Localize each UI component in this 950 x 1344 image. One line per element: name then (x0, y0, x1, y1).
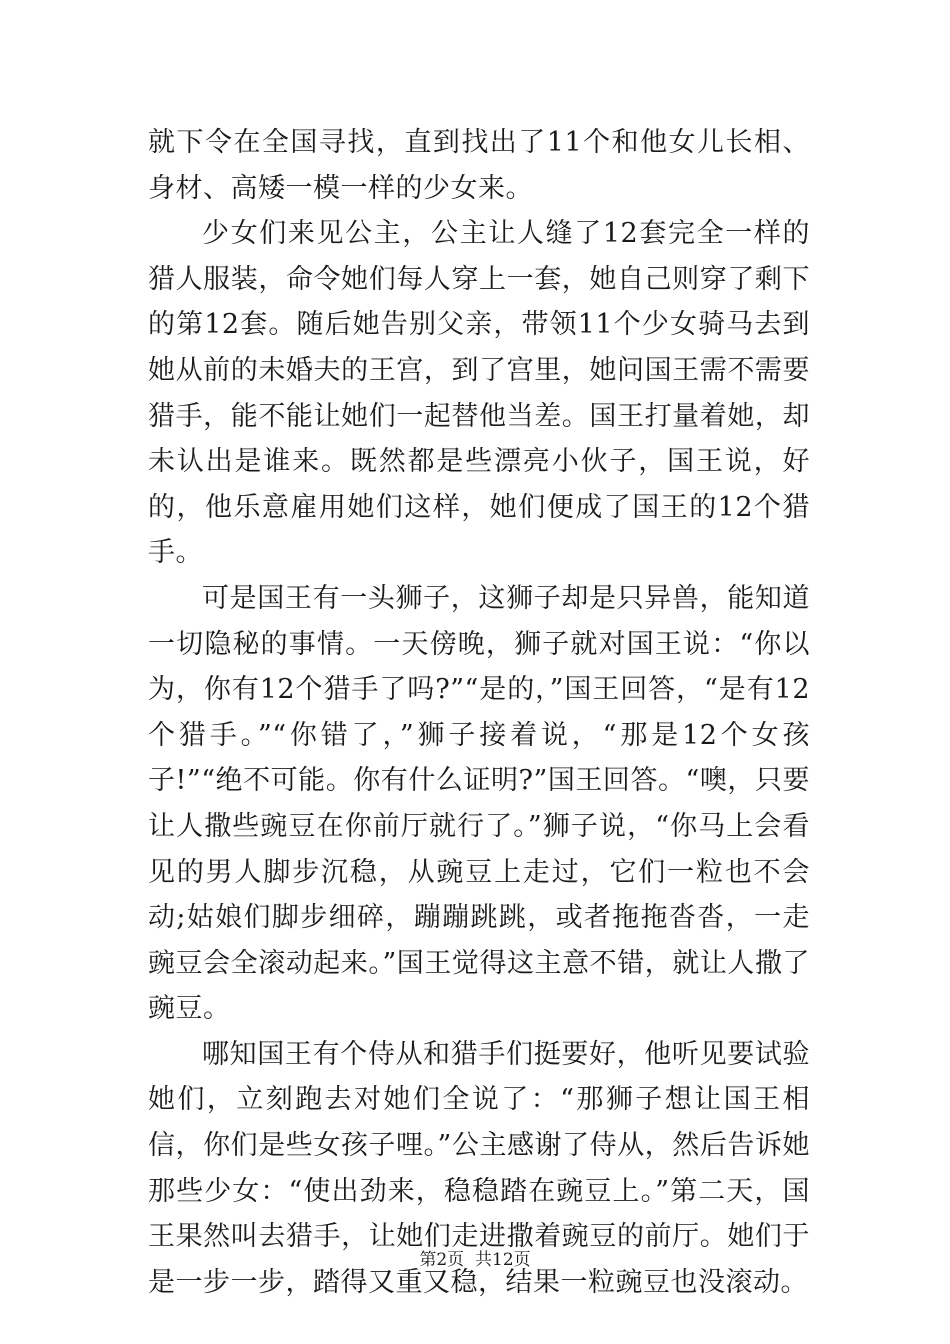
paragraph: 可是国王有一头狮子，这狮子却是只异兽，能知道一切隐秘的事情。一天傍晚，狮子就对国王说：“你以为，你有12个猎手了吗?”“是的，”国王回答，“是有12个猎手。”“你错了，”狮子接着说，“那是12个女孩子!”“绝不可能。你有什么证明?”国王回答。“噢，只要让人撒些豌豆在你前厅就行了。”狮子说，“你马上会看见的男人脚步沉稳，从豌豆上走过，它们一粒也不会动;姑娘们脚步细碎，蹦蹦跳跳，或者拖拖沓沓，一走豌豆会全滚动起来。”国王觉得这主意不错，就让人撒了豌豆。 (148, 582, 810, 1025)
paragraph: 哪知国王有个侍从和猎手们挺要好，他听见要试验她们，立刻跑去对她们全说了：“那狮子想让国王相信，你们是些女孩子哩。”公主感谢了侍从，然后告诉她那些少女：“使出劲来，稳稳踏在豌豆上。”第二天，国王果然叫去猎手，让她们走进撒着豌豆的前厅。她们于是一步一步，踏得又重又稳，结果一粒豌豆也没滚动。 (148, 1038, 810, 1298)
page-number: 第2页 (419, 1250, 465, 1270)
document-body (148, 120, 810, 1305)
paragraph: 少女们来见公主，公主让人缝了12套完全一样的猎人服装，命令她们每人穿上一套，她自己则穿了剩下的第12套。随后她告别父亲，带领11个少女骑马去到她从前的未婚夫的王宫，到了宫里，她问国王需不需要猎手，能不能让她们一起替他当差。国王打量着她，却未认出是谁来。既然都是些漂亮小伙子，国王说，好的，他乐意雇用她们这样，她们便成了国王的12个猎手。 (148, 218, 810, 569)
paragraph-continuation: 就下令在全国寻找，直到找出了11个和他女儿长相、身材、高矮一模一样的少女来。 (148, 127, 810, 204)
page-total: 共12页 (475, 1250, 531, 1270)
page-footer (0, 1245, 950, 1270)
